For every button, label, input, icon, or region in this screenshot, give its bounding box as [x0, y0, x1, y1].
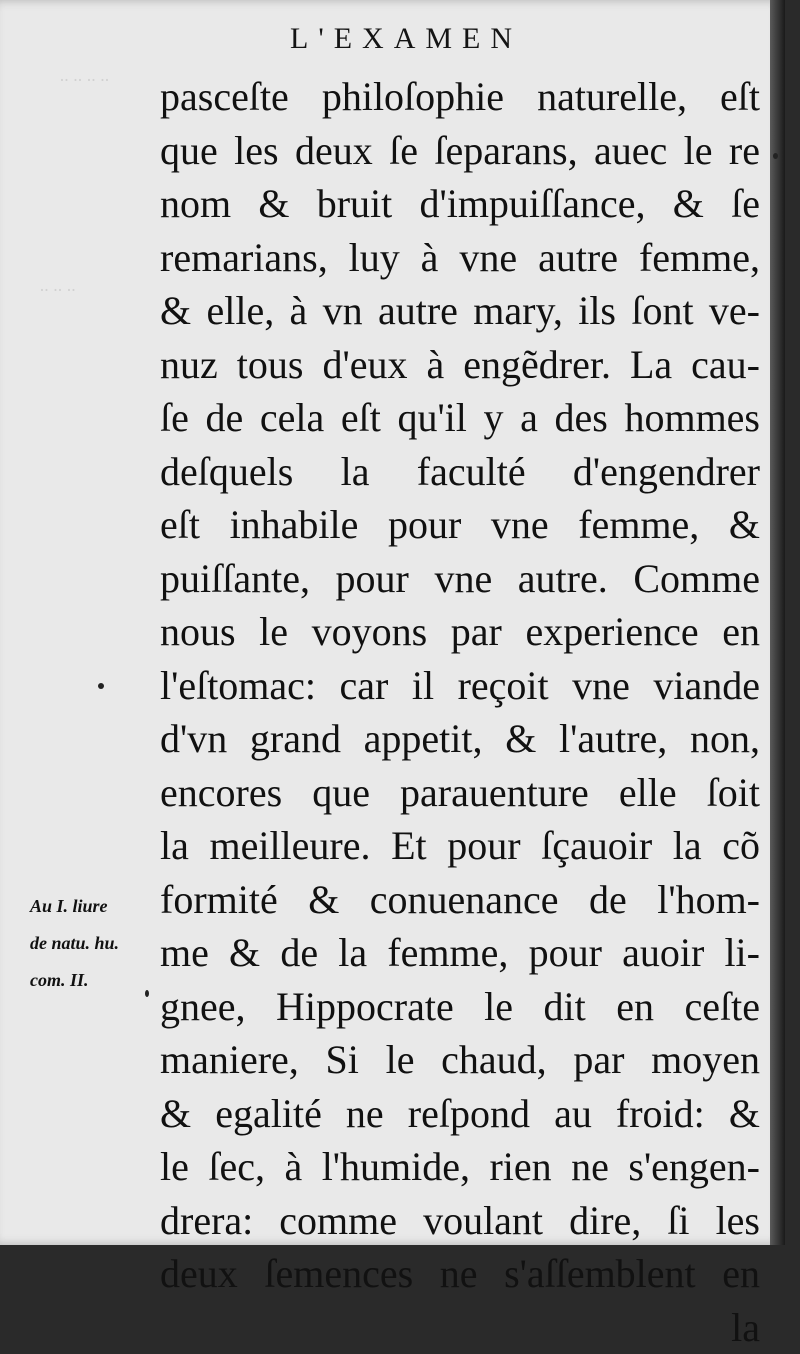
text-line: l'eſtomac: car il reçoit vne viande — [160, 659, 760, 713]
text-line: gnee, Hippocrate le dit en ceſte — [160, 980, 760, 1034]
text-line: maniere, Si le chaud, par moyen — [160, 1033, 760, 1087]
text-line: & egalité ne reſpond au froid: & — [160, 1087, 760, 1141]
ink-speck — [98, 683, 104, 689]
text-line: eſt inhabile pour vne femme, & — [160, 498, 760, 552]
text-line: que les deux ſe ſeparans, auec le re — [160, 124, 760, 178]
text-line: formité & conuenance de l'hom- — [160, 873, 760, 927]
bleed-through: ·· ·· ·· — [40, 280, 76, 301]
marginal-note — [30, 888, 170, 999]
catchword: la — [160, 1301, 760, 1354]
text-line: pasceſte philoſophie naturelle, eſt — [160, 70, 760, 124]
text-line: la meilleure. Et pour ſçauoir la cõ — [160, 819, 760, 873]
ink-speck — [773, 153, 778, 159]
page-gutter-shadow — [770, 0, 785, 1245]
text-line: nom & bruit d'impuiſſance, & ſe — [160, 177, 760, 231]
text-line: deux ſemences ne s'aſſemblent en — [160, 1247, 760, 1301]
text-line: remarians, luy à vne autre femme, — [160, 231, 760, 285]
text-line: puiſſante, pour vne autre. Comme — [160, 552, 760, 606]
text-line: d'vn grand appetit, & l'autre, non, — [160, 712, 760, 766]
text-line: & elle, à vn autre mary, ils ſont ve- — [160, 284, 760, 338]
body-text — [160, 70, 760, 1354]
text-line: ſe de cela eſt qu'il y a des hommes — [160, 391, 760, 445]
marginal-note-line: de natu. hu. — [30, 925, 170, 962]
text-line: nuz tous d'eux à engẽdrer. La cau- — [160, 338, 760, 392]
text-line: drera: comme voulant dire, ſi les — [160, 1194, 760, 1248]
bleed-through: ·· ·· ·· ·· — [60, 70, 110, 91]
running-header: L'EXAMEN — [290, 22, 522, 56]
text-line: me & de la femme, pour auoir li- — [160, 926, 760, 980]
ink-speck — [145, 990, 149, 997]
text-line: encores que parauenture elle ſoit — [160, 766, 760, 820]
text-line: deſquels la faculté d'engendrer — [160, 445, 760, 499]
marginal-note-line: Au I. liure — [30, 888, 170, 925]
marginal-note-line: com. II. — [30, 962, 170, 999]
text-line: nous le voyons par experience en — [160, 605, 760, 659]
text-line: le ſec, à l'humide, rien ne s'engen- — [160, 1140, 760, 1194]
